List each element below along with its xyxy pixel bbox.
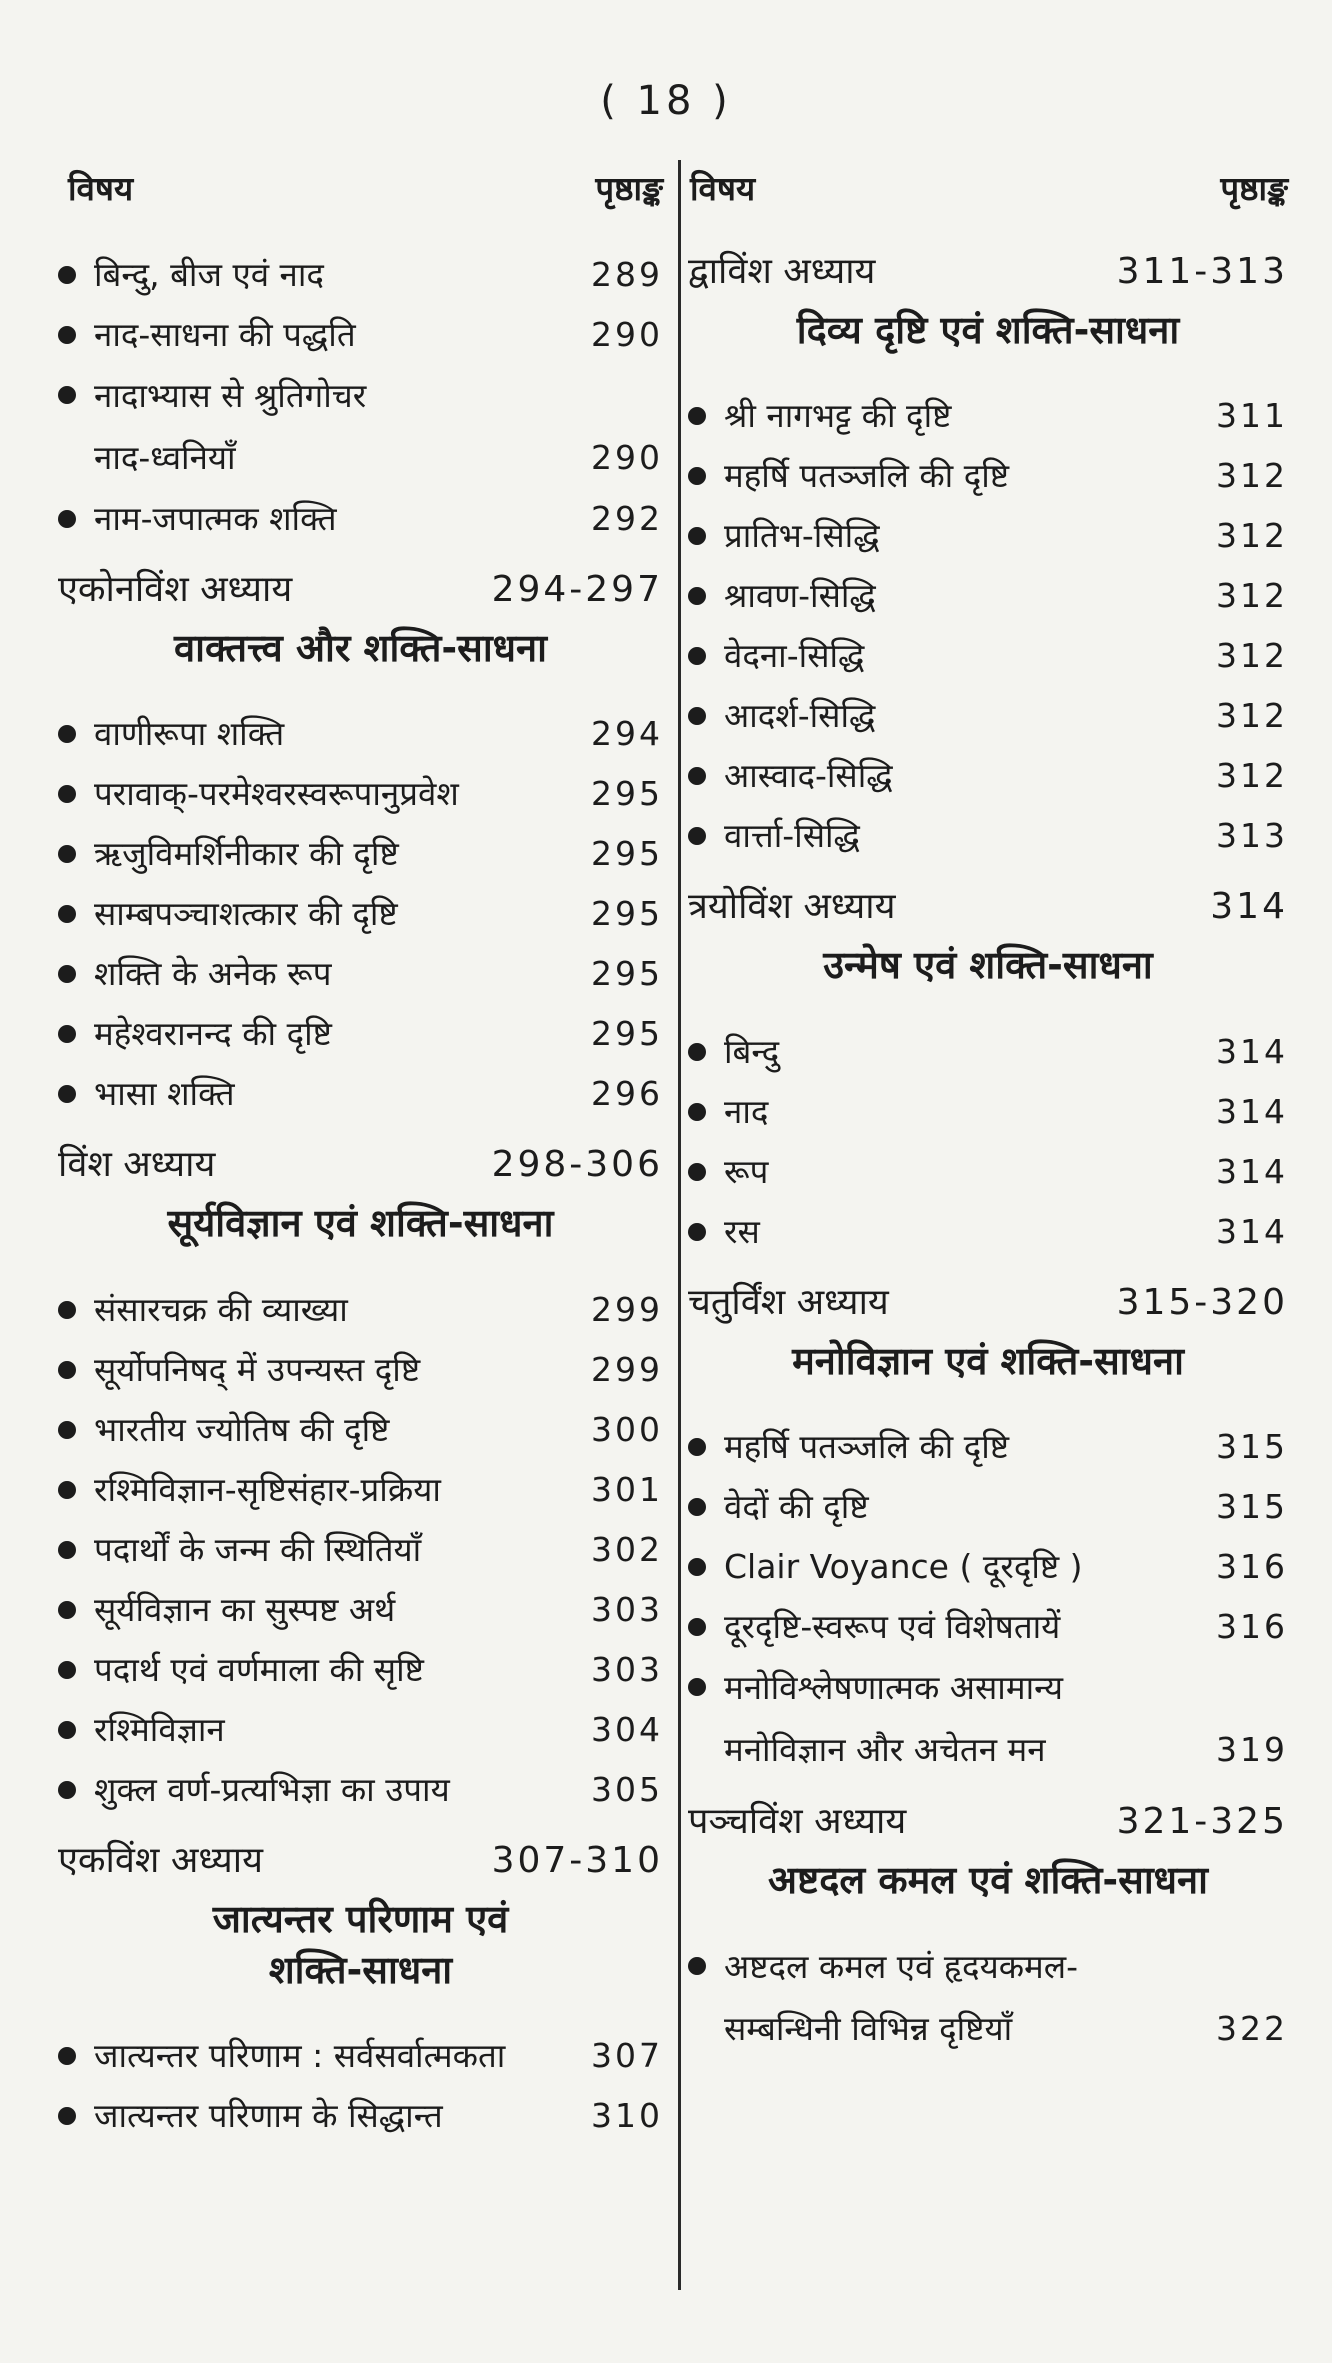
item-page: 319 — [1216, 1729, 1288, 1769]
bullet-icon — [58, 845, 76, 863]
page-heading: पृष्ठाङ्क — [595, 169, 663, 208]
bullet-icon — [58, 1781, 76, 1799]
chapter-section — [688, 1276, 1288, 1781]
item-text: महेश्वरानन्द की दृष्टि — [94, 1014, 332, 1054]
item-text: नाद-साधना की पद्धति — [94, 315, 356, 354]
item-page: 299 — [591, 1349, 663, 1389]
bullet-icon — [688, 1618, 706, 1636]
chapter-title: उन्मेष एवं शक्ति-साधना — [823, 943, 1153, 988]
list-item — [58, 2026, 663, 2086]
chapter-item-list — [58, 2026, 663, 2146]
list-item — [688, 626, 1288, 686]
item-text: भासा शक्ति — [94, 1074, 235, 1114]
bullet-icon — [688, 407, 706, 425]
subject-heading: विषय — [690, 169, 756, 208]
item-page: 310 — [591, 2096, 663, 2136]
chapter-item-list — [688, 1417, 1288, 1781]
item-page: 312 — [1216, 696, 1288, 736]
bullet-icon — [58, 386, 76, 404]
item-text: बिन्दु — [724, 1031, 780, 1071]
item-text: नाम-जपात्मक शक्ति — [94, 499, 337, 538]
list-item — [688, 686, 1288, 746]
chapter-pages: 294-297 — [491, 569, 663, 610]
column-divider — [678, 160, 681, 2290]
list-item — [688, 746, 1288, 806]
chapter-header — [688, 1795, 1288, 1847]
item-page: 295 — [591, 834, 663, 874]
bullet-icon — [688, 1103, 706, 1121]
item-text: प्रातिभ-सिद्धि — [724, 516, 880, 556]
item-page: 292 — [591, 499, 663, 538]
list-item — [58, 944, 663, 1004]
chapter-name: विंश अध्याय — [58, 1144, 216, 1186]
chapter-title: सूर्यविज्ञान एवं शक्ति-साधना — [167, 1201, 554, 1246]
list-item — [688, 1597, 1288, 1657]
item-page: 303 — [591, 1649, 663, 1689]
item-page: 289 — [591, 255, 663, 294]
bullet-icon — [688, 467, 706, 485]
item-page: 303 — [591, 1589, 663, 1629]
chapter-header — [688, 1276, 1288, 1328]
bullet-icon — [688, 1438, 706, 1456]
item-text: शुक्ल वर्ण-प्रत्यभिज्ञा का उपाय — [94, 1769, 450, 1809]
item-page: 307 — [591, 2036, 663, 2076]
bullet-icon — [688, 767, 706, 785]
list-item — [58, 1340, 663, 1400]
item-page: 312 — [1216, 576, 1288, 616]
bullet-icon — [58, 266, 76, 284]
bullet-icon — [688, 1223, 706, 1241]
list-item — [688, 446, 1288, 506]
list-item — [688, 1082, 1288, 1142]
item-page: 305 — [591, 1769, 663, 1809]
bullet-icon — [688, 1558, 706, 1576]
chapter-header — [688, 245, 1288, 297]
bullet-icon — [688, 1163, 706, 1181]
list-item — [58, 704, 663, 764]
list-item — [688, 506, 1288, 566]
item-text: रश्मिविज्ञान — [94, 1709, 225, 1749]
chapter-header — [58, 1138, 663, 1190]
chapter-title: वाक्तत्त्व और शक्ति-साधना — [174, 626, 547, 670]
item-page: 301 — [591, 1469, 663, 1509]
chapter-pages: 315-320 — [1116, 1281, 1288, 1323]
item-text: वेदों की दृष्टि — [724, 1486, 869, 1526]
item-page: 295 — [591, 894, 663, 934]
chapter-pages: 311-313 — [1116, 251, 1288, 292]
bullet-icon — [58, 1541, 76, 1559]
item-text: नादाभ्यास से श्रुतिगोचर नाद-ध्वनियाँ — [94, 376, 367, 477]
bullet-icon — [58, 1601, 76, 1619]
item-text: संसारचक्र की व्याख्या — [94, 1289, 348, 1329]
chapter-item-list — [58, 1280, 663, 1820]
bullet-icon — [688, 1043, 706, 1061]
list-item — [688, 1936, 1288, 2060]
list-item — [58, 2086, 663, 2146]
list-item — [58, 489, 663, 549]
bullet-icon — [688, 707, 706, 725]
chapter-name: एकविंश अध्याय — [58, 1839, 263, 1881]
item-page: 300 — [591, 1409, 663, 1449]
chapter-section — [58, 1138, 663, 1819]
list-item — [688, 1417, 1288, 1477]
item-text: रश्मिविज्ञान-सृष्टिसंहार-प्रक्रिया — [94, 1469, 441, 1509]
item-text: Clair Voyance ( दूरदृष्टि ) — [724, 1546, 1083, 1586]
list-item — [688, 1142, 1288, 1202]
item-text: वेदना-सिद्धि — [724, 636, 865, 676]
item-text: आदर्श-सिद्धि — [724, 696, 876, 736]
list-item — [688, 386, 1288, 446]
item-page: 295 — [591, 954, 663, 994]
chapter-header — [688, 880, 1288, 932]
bullet-icon — [58, 905, 76, 923]
item-text: महर्षि पतञ्जलि की दृष्टि — [724, 1426, 1010, 1466]
item-page: 312 — [1216, 456, 1288, 496]
item-page: 294 — [591, 714, 663, 754]
bullet-icon — [58, 2047, 76, 2065]
item-text: रस — [724, 1211, 760, 1251]
item-text: सूर्योपनिषद् में उपन्यस्त दृष्टि — [94, 1349, 421, 1389]
item-page: 316 — [1216, 1606, 1288, 1646]
item-page: 312 — [1216, 756, 1288, 796]
item-page: 296 — [591, 1074, 663, 1114]
chapter-section — [688, 880, 1288, 1261]
chapter-name: चतुर्विंश अध्याय — [688, 1281, 889, 1323]
item-page: 311 — [1216, 396, 1288, 436]
chapter-section — [688, 1795, 1288, 2060]
item-text: महर्षि पतञ्जलि की दृष्टि — [724, 456, 1010, 496]
list-item — [58, 884, 663, 944]
chapter-section — [688, 245, 1288, 866]
item-text: शक्ति के अनेक रूप — [94, 954, 332, 994]
chapter-title: अष्टदल कमल एवं शक्ति-साधना — [768, 1857, 1208, 1902]
chapter-name: पञ्चविंश अध्याय — [688, 1800, 907, 1842]
item-text: श्रावण-सिद्धि — [724, 576, 876, 616]
item-text: वाणीरूपा शक्ति — [94, 714, 285, 754]
bullet-icon — [688, 827, 706, 845]
item-page: 316 — [1216, 1546, 1288, 1586]
item-page: 314 — [1216, 1211, 1288, 1251]
item-text: परावाक्-परमेश्वरस्वरूपानुप्रवेश — [94, 774, 459, 814]
item-text: पदार्थ एवं वर्णमाला की सृष्टि — [94, 1649, 424, 1689]
bullet-icon — [688, 527, 706, 545]
item-page: 315 — [1216, 1426, 1288, 1466]
item-text: अष्टदल कमल एवं हृदयकमल- सम्बन्धिनी विभिन्न दृष्टियाँ — [724, 1947, 1079, 2049]
chapter-item-list — [58, 704, 663, 1124]
bullet-icon — [688, 587, 706, 605]
list-item — [58, 1280, 663, 1340]
bullet-icon — [58, 510, 76, 528]
bullet-icon — [58, 1361, 76, 1379]
chapter-item-list — [688, 1936, 1288, 2060]
list-item — [58, 1400, 663, 1460]
list-item — [58, 1700, 663, 1760]
chapter-title: जात्यन्तर परिणाम एवं शक्ति-साधना — [212, 1896, 509, 1992]
item-page: 290 — [591, 438, 663, 477]
bullet-icon — [58, 785, 76, 803]
top-item-list — [58, 245, 663, 549]
list-item — [58, 1580, 663, 1640]
bullet-icon — [58, 1025, 76, 1043]
bullet-icon — [58, 1421, 76, 1439]
item-page: 312 — [1216, 516, 1288, 556]
chapter-header — [58, 1834, 663, 1886]
bullet-icon — [58, 1721, 76, 1739]
page-number: ( 18 ) — [600, 78, 732, 124]
item-text: ऋजुविमर्शिनीकार की दृष्टि — [94, 834, 399, 874]
list-item — [58, 1640, 663, 1700]
item-text: जात्यन्तर परिणाम के सिद्धान्त — [94, 2096, 443, 2136]
item-page: 299 — [591, 1289, 663, 1329]
item-page: 304 — [591, 1709, 663, 1749]
item-text: साम्बपञ्चाशत्कार की दृष्टि — [94, 894, 398, 934]
subject-heading: विषय — [68, 169, 134, 208]
item-page: 322 — [1216, 2009, 1288, 2049]
bullet-icon — [688, 1957, 706, 1975]
chapter-item-list — [688, 386, 1288, 866]
bullet-icon — [688, 1678, 706, 1696]
list-item — [58, 1064, 663, 1124]
bullet-icon — [58, 1085, 76, 1103]
bullet-icon — [58, 1481, 76, 1499]
list-item — [688, 1537, 1288, 1597]
list-item — [58, 305, 663, 365]
list-item — [58, 1520, 663, 1580]
chapter-pages: 321-325 — [1116, 1800, 1288, 1842]
item-page: 302 — [591, 1529, 663, 1569]
list-item — [58, 824, 663, 884]
bullet-icon — [688, 1498, 706, 1516]
list-item — [58, 1460, 663, 1520]
chapter-name: एकोनविंश अध्याय — [58, 569, 293, 610]
item-text: नाद — [724, 1091, 769, 1131]
list-item — [688, 1202, 1288, 1262]
bullet-icon — [58, 965, 76, 983]
left-column — [58, 165, 663, 2146]
list-item — [688, 1022, 1288, 1082]
item-page: 295 — [591, 1014, 663, 1054]
chapter-section — [58, 563, 663, 1124]
item-text: दूरदृष्टि-स्वरूप एवं विशेषतायें — [724, 1606, 1061, 1646]
item-page: 290 — [591, 315, 663, 354]
item-text: मनोविश्लेषणात्मक असामान्य मनोविज्ञान और अचेतन मन — [724, 1667, 1064, 1769]
chapter-title: दिव्य दृष्टि एवं शक्ति-साधना — [796, 308, 1180, 352]
list-item — [688, 1477, 1288, 1537]
item-text: रूप — [724, 1151, 769, 1191]
bullet-icon — [58, 2107, 76, 2125]
item-text: भारतीय ज्योतिष की दृष्टि — [94, 1409, 390, 1449]
item-page: 314 — [1216, 1091, 1288, 1131]
chapter-pages: 307-310 — [491, 1839, 663, 1881]
list-item — [688, 1657, 1288, 1781]
list-item — [688, 566, 1288, 626]
bullet-icon — [58, 1301, 76, 1319]
item-page: 312 — [1216, 636, 1288, 676]
item-page: 315 — [1216, 1486, 1288, 1526]
list-item — [58, 1004, 663, 1064]
bullet-icon — [688, 647, 706, 665]
right-column — [688, 165, 1288, 2060]
item-page: 295 — [591, 774, 663, 814]
item-page: 314 — [1216, 1151, 1288, 1191]
list-item — [58, 764, 663, 824]
item-text: आस्वाद-सिद्धि — [724, 756, 893, 796]
list-item — [58, 245, 663, 305]
column-header — [58, 165, 663, 225]
chapter-section — [58, 1834, 663, 2147]
chapter-name: द्वाविंश अध्याय — [688, 251, 876, 292]
item-text: सूर्यविज्ञान का सुस्पष्ट अर्थ — [94, 1589, 396, 1629]
bullet-icon — [58, 326, 76, 344]
chapter-name: त्रयोविंश अध्याय — [688, 886, 896, 928]
chapter-pages: 298-306 — [491, 1144, 663, 1186]
item-text: जात्यन्तर परिणाम : सर्वसर्वात्मकता — [94, 2036, 506, 2076]
list-item — [688, 806, 1288, 866]
chapter-title: मनोविज्ञान एवं शक्ति-साधना — [792, 1338, 1184, 1383]
item-text: पदार्थों के जन्म की स्थितियाँ — [94, 1529, 422, 1569]
item-text: वार्त्ता-सिद्धि — [724, 816, 860, 856]
page-heading: पृष्ठाङ्क — [1220, 169, 1288, 208]
item-text: श्री नागभट्ट की दृष्टि — [724, 396, 952, 436]
item-page: 313 — [1216, 816, 1288, 856]
chapter-item-list — [688, 1022, 1288, 1262]
item-text: बिन्दु, बीज एवं नाद — [94, 255, 324, 294]
chapter-header — [58, 563, 663, 615]
column-header — [688, 165, 1288, 225]
item-page: 314 — [1216, 1031, 1288, 1071]
bullet-icon — [58, 725, 76, 743]
list-item — [58, 1760, 663, 1820]
chapter-pages: 314 — [1210, 886, 1288, 928]
list-item — [58, 365, 663, 489]
bullet-icon — [58, 1661, 76, 1679]
